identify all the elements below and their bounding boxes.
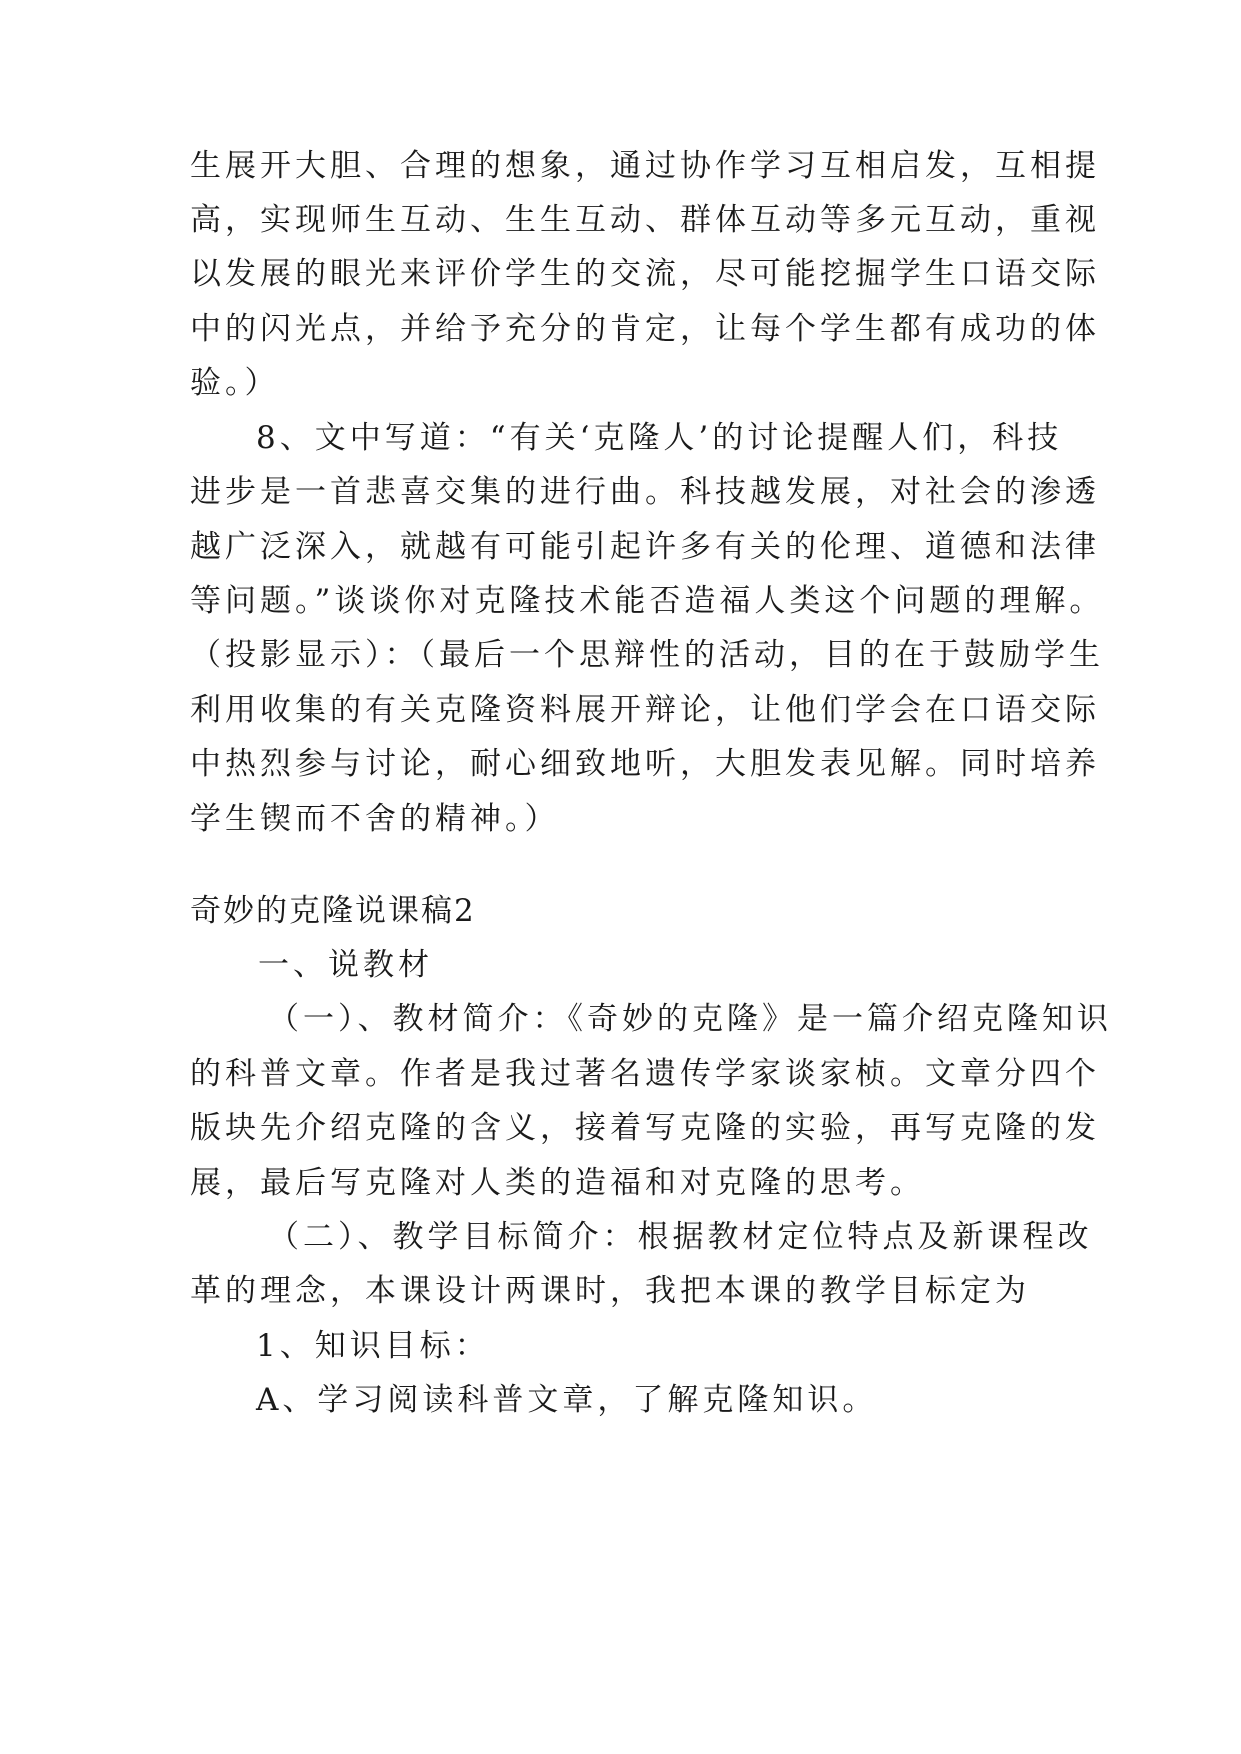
text-line: （投影显示）：（最后一个思辩性的活动，目的在于鼓励学生	[190, 637, 1104, 673]
list-item: 1、知识目标：	[256, 1328, 490, 1364]
text-line: 中热烈参与讨论，耐心细致地听，大胆发表见解。同时培养	[190, 746, 1100, 782]
text-line: 进步是一首悲喜交集的进行曲。科技越发展，对社会的渗透	[190, 474, 1100, 510]
text-line: 以发展的眼光来评价学生的交流，尽可能挖掘学生口语交际	[190, 256, 1100, 292]
text-line: 展，最后写克隆对人类的造福和对克隆的思考。	[190, 1165, 925, 1201]
section-title: 奇妙的克隆说课稿2	[190, 893, 476, 929]
text-line: 越广泛深入，就越有可能引起许多有关的伦理、道德和法律	[190, 529, 1100, 565]
text-line: 中的闪光点，并给予充分的肯定，让每个学生都有成功的体	[190, 311, 1100, 347]
text-line: 革的理念，本课设计两课时，我把本课的教学目标定为	[190, 1273, 1030, 1309]
list-item: A、学习阅读科普文章，了解克隆知识。	[256, 1382, 878, 1418]
text-line: 生展开大胆、合理的想象，通过协作学习互相启发，互相提	[190, 148, 1100, 184]
text-line: （二）、教学目标简介：根据教材定位特点及新课程改	[268, 1219, 1093, 1255]
section-heading: 一、说教材	[258, 947, 433, 983]
text-line: 验。）	[190, 365, 280, 401]
text-line: 等问题。”谈谈你对克隆技术能否造福人类这个问题的理解。	[190, 583, 1105, 619]
text-line: 利用收集的有关克隆资料展开辩论，让他们学会在口语交际	[190, 692, 1100, 728]
text-line: （一）、教材简介：《奇妙的克隆》是一篇介绍克隆知识	[268, 1001, 1112, 1037]
text-line: 版块先介绍克隆的含义，接着写克隆的实验，再写克隆的发	[190, 1110, 1100, 1146]
text-line: 的科普文章。作者是我过著名遗传学家谈家桢。文章分四个	[190, 1056, 1100, 1092]
text-line: 学生锲而不舍的精神。）	[190, 801, 560, 837]
text-line: 8、文中写道：“有关‘克隆人’的讨论提醒人们，科技	[256, 420, 1063, 456]
text-line: 高，实现师生互动、生生互动、群体互动等多元互动，重视	[190, 202, 1100, 238]
